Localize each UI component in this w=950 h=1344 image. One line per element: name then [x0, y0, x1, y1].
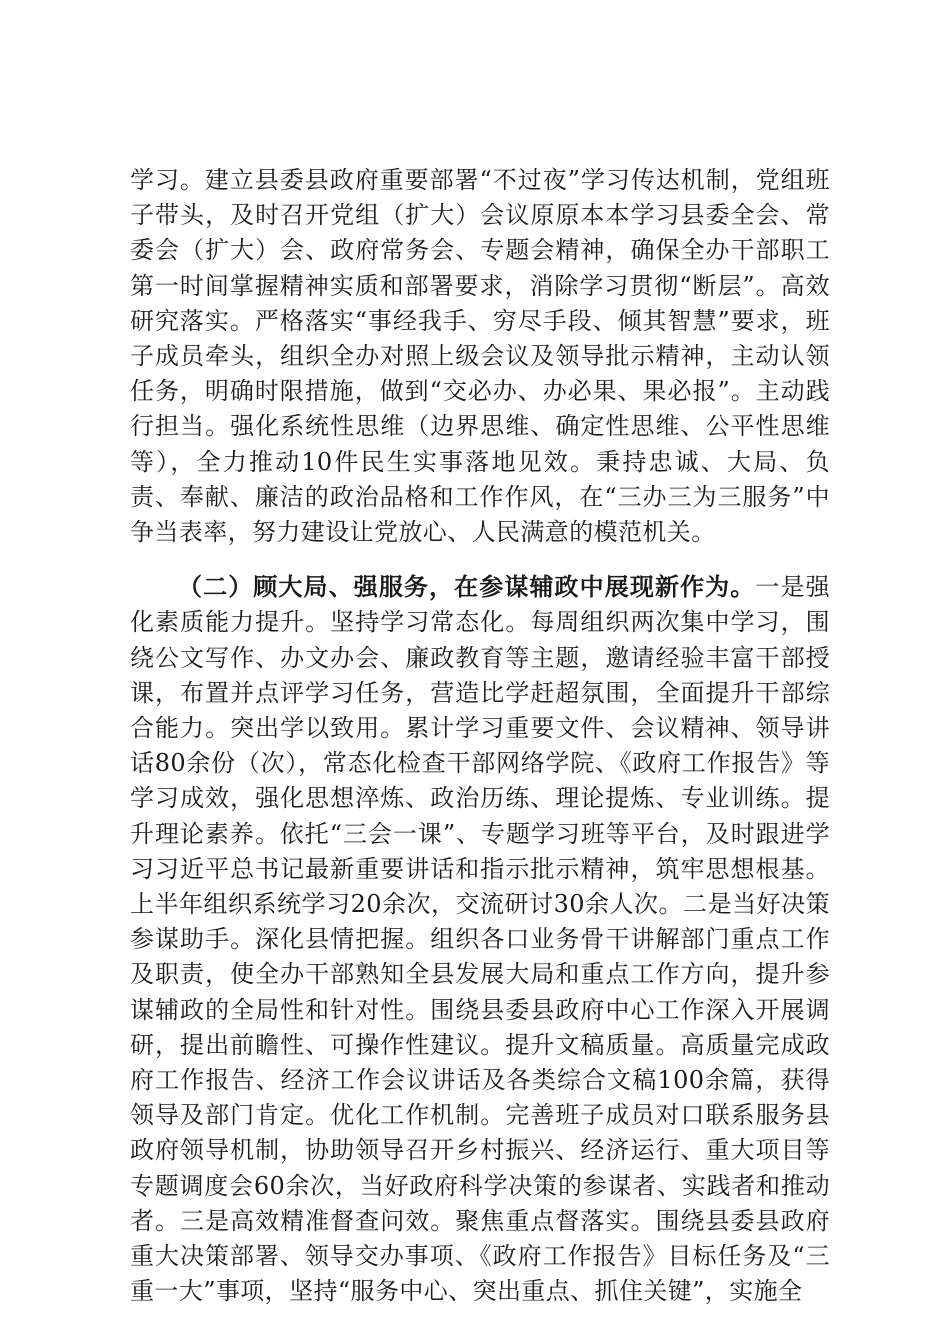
- paragraph-section-2: [130, 570, 830, 1309]
- paragraph-continuation: [130, 163, 830, 550]
- document-body: [130, 163, 830, 1310]
- section-heading: （二）顾大局、强服务，在参谋辅政中展现新作为。: [178, 573, 756, 602]
- paragraph-text: 一是强化素质能力提升。坚持学习常态化。每周组织两次集中学习，围绕公文写作、办文办会、廉政教育等主题，邀请经验丰富干部授课，布置并点评学习任务，营造比学赶超氛围，全面提升干部综合能力。突出学以致用。累计学习重要文件、会议精神、领导讲话80余份（次），常态化检查干部网络学院、《政府工作报告》等学习成效，强化思想淬炼、政治历练、理论提炼、专业训练。提升理论素养。依托“三会一课”、专题学习班等平台，及时跟进学习习近平总书记最新重要讲话和指示批示精神，筑牢思想根基。上半年组织系统学习20余次，交流研讨30余人次。二是当好决策参谋助手。深化县情把握。组织各口业务骨干讲解部门重点工作及职责，使全办干部熟知全县发展大局和重点工作方向，提升参谋辅政的全局性和针对性。围绕县委县政府中心工作深入开展调研，提出前瞻性、可操作性建议。提升文稿质量。高质量完成政府工作报告、经济工作会议讲话及各类综合文稿100余篇，获得领导及部门肯定。优化工作机制。完善班子成员对口联系服务县政府领导机制，协助领导召开乡村振兴、经济运行、重大项目等专题调度会60余次，当好政府科学决策的参谋者、实践者和推动者。三是高效精准督查问效。聚焦重点督落实。围绕县委县政府重大决策部署、领导交办事项、《政府工作报告》目标任务及“三重一大”事项，坚持“服务中心、突出重点、抓住关键”，实施全: [130, 573, 830, 1306]
- paragraph-text: 学习。建立县委县政府重要部署“不过夜”学习传达机制，党组班子带头，及时召开党组（扩大）会议原原本本学习县委全会、常委会（扩大）会、政府常务会、专题会精神，确保全办干部职工第一时间掌握精神实质和部署要求，消除学习贯彻“断层”。高效研究落实。严格落实“事经我手、穷尽手段、倾其智慧”要求，班子成员牵头，组织全办对照上级会议及领导批示精神，主动认领任务，明确时限措施，做到“交必办、办必果、果必报”。主动践行担当。强化系统性思维（边界思维、确定性思维、公平性思维等），全力推动10件民生实事落地见效。秉持忠诚、大局、负责、奉献、廉洁的政治品格和工作作风，在“三办三为三服务”中争当表率，努力建设让党放心、人民满意的模范机关。: [130, 166, 830, 547]
